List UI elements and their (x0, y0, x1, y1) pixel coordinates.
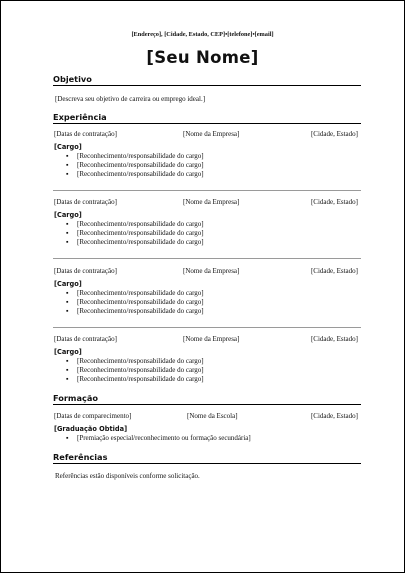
job-entry-3 (53, 267, 361, 317)
bullet-icon: ▪ (66, 434, 69, 442)
job-city: [Cidade, Estado] (310, 267, 358, 275)
contact-line: [Endereço], [Cidade, Estado, CEP]•[telefone]•[email] (131, 31, 274, 38)
list-item: ▪ [Reconhecimento/responsabilidade do cargo] (66, 238, 204, 247)
list-item: ▪ [Reconhecimento/responsabilidade do cargo] (66, 357, 204, 365)
references-text: Referências estão disponíveis conforme solicitação. (55, 472, 200, 480)
divider (53, 258, 361, 259)
list-item: ▪ [Reconhecimento/responsabilidade do cargo] (66, 375, 204, 384)
education-entry (53, 412, 361, 443)
list-item: ▪ [Reconhecimento/responsabilidade do cargo] (66, 298, 204, 307)
job-city: [Cidade, Estado] (310, 198, 358, 206)
job-company: [Nome da Empresa] (183, 198, 240, 206)
list-item: ▪ [Premiação especial/reconhecimento ou formação secundária] (66, 434, 251, 442)
job-dates: [Datas de contratação] (54, 130, 117, 138)
job-entry-2 (53, 198, 361, 248)
job-entry-4 (53, 335, 361, 385)
job-city: [Cidade, Estado] (310, 130, 358, 138)
bullet-icon: ▪ (66, 366, 69, 375)
list-item: ▪ [Reconhecimento/responsabilidade do cargo] (66, 170, 204, 179)
job-dates: [Datas de contratação] (54, 335, 117, 343)
job-title: [Cargo] (54, 280, 82, 288)
education-bullets (53, 434, 361, 443)
objective-heading: Objetivo (53, 74, 361, 86)
list-item: ▪ [Reconhecimento/responsabilidade do cargo] (66, 366, 204, 375)
bullet-icon: ▪ (66, 170, 69, 179)
job-bullets (53, 289, 361, 317)
bullet-icon: ▪ (66, 220, 69, 228)
experience-heading: Experiência (53, 112, 361, 124)
education-degree: [Graduação Obtida] (54, 425, 128, 433)
job-bullets (53, 220, 361, 248)
bullet-icon: ▪ (66, 289, 69, 297)
references-heading: Referências (53, 452, 361, 464)
job-title: [Cargo] (54, 348, 82, 356)
job-dates: [Datas de contratação] (54, 198, 117, 206)
education-school: [Nome da Escola] (187, 412, 238, 420)
bullet-icon: ▪ (66, 298, 69, 307)
job-entry-1 (53, 130, 361, 180)
bullet-icon: ▪ (66, 238, 69, 247)
list-item: ▪ [Reconhecimento/responsabilidade do cargo] (66, 161, 204, 170)
job-title: [Cargo] (54, 211, 82, 219)
list-item: ▪ [Reconhecimento/responsabilidade do cargo] (66, 289, 204, 297)
job-bullets (53, 357, 361, 385)
bullet-icon: ▪ (66, 229, 69, 238)
objective-text: [Descreva seu objetivo de carreira ou emprego ideal.] (55, 95, 206, 103)
bullet-icon: ▪ (66, 161, 69, 170)
job-title: [Cargo] (54, 143, 82, 151)
bullet-icon: ▪ (66, 375, 69, 384)
job-company: [Nome da Empresa] (183, 130, 240, 138)
job-bullets (53, 152, 361, 180)
list-item: ▪ [Reconhecimento/responsabilidade do cargo] (66, 220, 204, 228)
bullet-icon: ▪ (66, 152, 69, 160)
job-city: [Cidade, Estado] (310, 335, 358, 343)
education-heading: Formação (53, 393, 361, 405)
bullet-icon: ▪ (66, 307, 69, 316)
job-dates: [Datas de contratação] (54, 267, 117, 275)
divider (53, 327, 361, 328)
list-item: ▪ [Reconhecimento/responsabilidade do cargo] (66, 229, 204, 238)
list-item: ▪ [Reconhecimento/responsabilidade do cargo] (66, 152, 204, 160)
education-city: [Cidade, Estado] (310, 412, 358, 420)
divider (53, 190, 361, 191)
job-company: [Nome da Empresa] (183, 267, 240, 275)
page-title: [Seu Nome] (146, 48, 259, 67)
bullet-icon: ▪ (66, 357, 69, 365)
list-item: ▪ [Reconhecimento/responsabilidade do cargo] (66, 307, 204, 316)
education-dates: [Datas de comparecimento] (54, 412, 132, 420)
job-company: [Nome da Empresa] (183, 335, 240, 343)
